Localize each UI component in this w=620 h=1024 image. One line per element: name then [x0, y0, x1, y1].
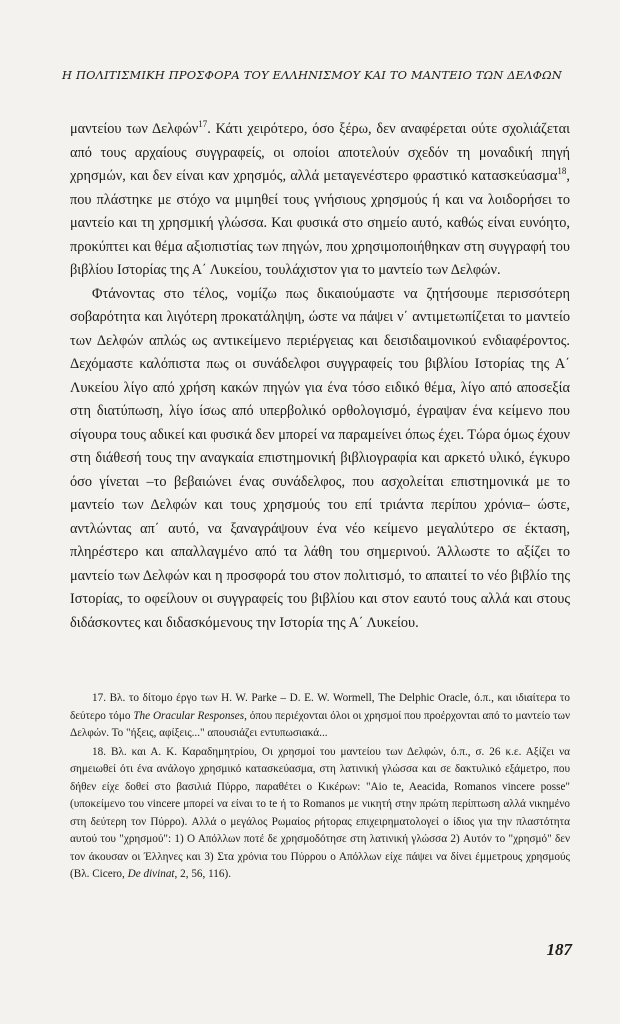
- footnote-18-part-a: 18. Βλ. και Α. Κ. Καραδημητρίου, Οι χρησμοί του μαντείου των Δελφών, ό.π., σ. 26 κ.ε. Αξίζει να σημειωθεί ότι ένα ανάλογο χρησμικό κατασκεύασμα, στη λατινική γλώσσα και σε δακτυλικό εξάμετρο, που δήθεν είχε δοθεί στο βασιλιά Πύρρο, παραθέτει ο Κικέρων: "Aio te, Aeacida, Romanos vincere posse" (υποκείμενο του vincere μπορεί να είναι το te ή το Romanos με νικητή στην πρώτη περίπτωση αλλά νικημένο στη δεύτερη τον Πύρρο). Αλλά ο μεγάλος Ρωμαίος ρήτορας επιχειρηματολογεί ο ίδιος για την πλαστότητα αυτού του "χρησμού": 1) Ο Απόλλων ποτέ δε χρησμοδότησε στη λατινική γλώσσα 2) Αυτόν το "χρησμό" δεν τον άκουσαν οι Έλληνες και 3) Στα χρόνια του Πύρρου ο Απόλλων είχε πάψει να δίνει έμμετρους χρησμούς (Βλ. Cicero,: [70, 745, 570, 880]
- paragraph-1-part-b: . Κάτι χειρότερο, όσο ξέρω, δεν αναφέρεται ούτε σχολιάζεται από τους αρχαίους συγγραφείς, οι οποίοι αποτελούν σχεδόν τη μοναδική πηγή χρησμών, και δεν είναι καν χρησμός, αλλά μεταγενέστερο φραστικό κατασκεύασμα: [70, 121, 570, 184]
- paragraph-1: [70, 118, 570, 283]
- paragraph-1-part-a: μαντείου των Δελφών: [70, 121, 199, 137]
- footnote-17-title: The Oracular Responses: [133, 709, 245, 722]
- footnote-17-part-b: , όπου περιέχονται όλοι οι χρησμοί που προέρχονται από το μαντείο των Δελφών. Το "ήξεις, αφίξεις..." απουσιάζει εντυπωσιακά...: [70, 709, 571, 739]
- footnote-17: [70, 690, 570, 743]
- footnotes: [70, 690, 570, 884]
- paragraph-1-part-c: , που πλάστηκε με στόχο να μιμηθεί τους γνήσιους χρησμούς ή και να λοιδορήσει το μαντείο και τη χρησμική γλώσσα. Και φυσικά στο σημείο αυτό, καθώς είναι ευνόητο, προκύπτει και θέμα αξιοπιστίας των πηγών, που χρησιμοποιήθηκαν στη συγγραφή του βιβλίου Ιστορίας της Α΄ Λυκείου, τουλάχιστον για το μαντείο των Δελφών.: [70, 168, 570, 278]
- page-number: 187: [546, 940, 572, 959]
- footnote-ref-17[interactable]: 17: [198, 119, 208, 130]
- footnote-ref-18[interactable]: 18: [557, 166, 567, 177]
- paragraph-2: Φτάνοντας στο τέλος, νομίζω πως δικαιούμαστε να ζητήσουμε περισσότερη σοβαρότητα και λιγότερη προκατάληψη, ώστε να πάψει ν΄ αντιμετωπίζεται το μαντείο των Δελφών απλώς ως αντικείμενο περιέργειας και δεισιδαιμονικού ενδιαφέροντος. Δεχόμαστε καλόπιστα πως οι συνάδελφοι συγγραφείς του βιβλίου Ιστορίας της Α΄ Λυκείου λίγο από χρήση κακών πηγών για ένα τόσο ειδικό θέμα, λίγο από αποσεξία στη διατύπωση, λίγο ίσως από υπερβολικό ορθολογισμό, έγραψαν ένα κείμενο που σίγουρα τους αδικεί και φυσικά δεν μπορεί να παραμείνει όπως έχει. Τώρα όμως έχουν στη διάθεσή τους την αναγκαία επιστημονική βιβλιογραφία και αρκετό υλικό, έγκυρο όσο γίνεται –το βεβαιώνει ένας συνάδελφος, που ασχολείται επιστημονικά με το μαντείο των Δελφών και τους χρησμούς του επί τριάντα περίπου χρόνια– ώστε, αντλώντας απ΄ αυτό, να ξαναγράψουν ένα νέο κείμενο μεγαλύτερο σε έκταση, πληρέστερο και απαλλαγμένο από τα λάθη του σημερινού. Άλλωστε το αξίζει το μαντείο των Δελφών και η προσφορά του στον πολιτισμό, το απαιτεί το νέο βιβλίο της Ιστορίας, το οφείλουν οι συγγραφείς του βιβλίου και στον εαυτό τους αλλά και στους διδάσκοντες και διδασκόμενους την Ιστορία της Α΄ Λυκείου.: [70, 285, 570, 631]
- body-text: [70, 118, 570, 635]
- footnote-18-title: De divinat: [127, 868, 175, 880]
- running-head: Η ΠΟΛΙΤΙΣΜΙΚΗ ΠΡΟΣΦΟΡΑ ΤΟΥ ΕΛΛΗΝΙΣΜΟΥ ΚΑΙ ΤΟ ΜΑΝΤΕΙΟ ΤΩΝ ΔΕΛΦΩΝ: [62, 68, 562, 82]
- footnote-18: [70, 744, 570, 884]
- footnote-18-part-b: , 2, 56, 116).: [174, 868, 231, 880]
- footnote-17-part-a: 17. Βλ. το δίτομο έργο των H. W. Parke – D. E. W. Wormell, The Delphic Oracle, ό.π., και ιδιαίτερα το δεύτερο τόμο: [70, 692, 570, 722]
